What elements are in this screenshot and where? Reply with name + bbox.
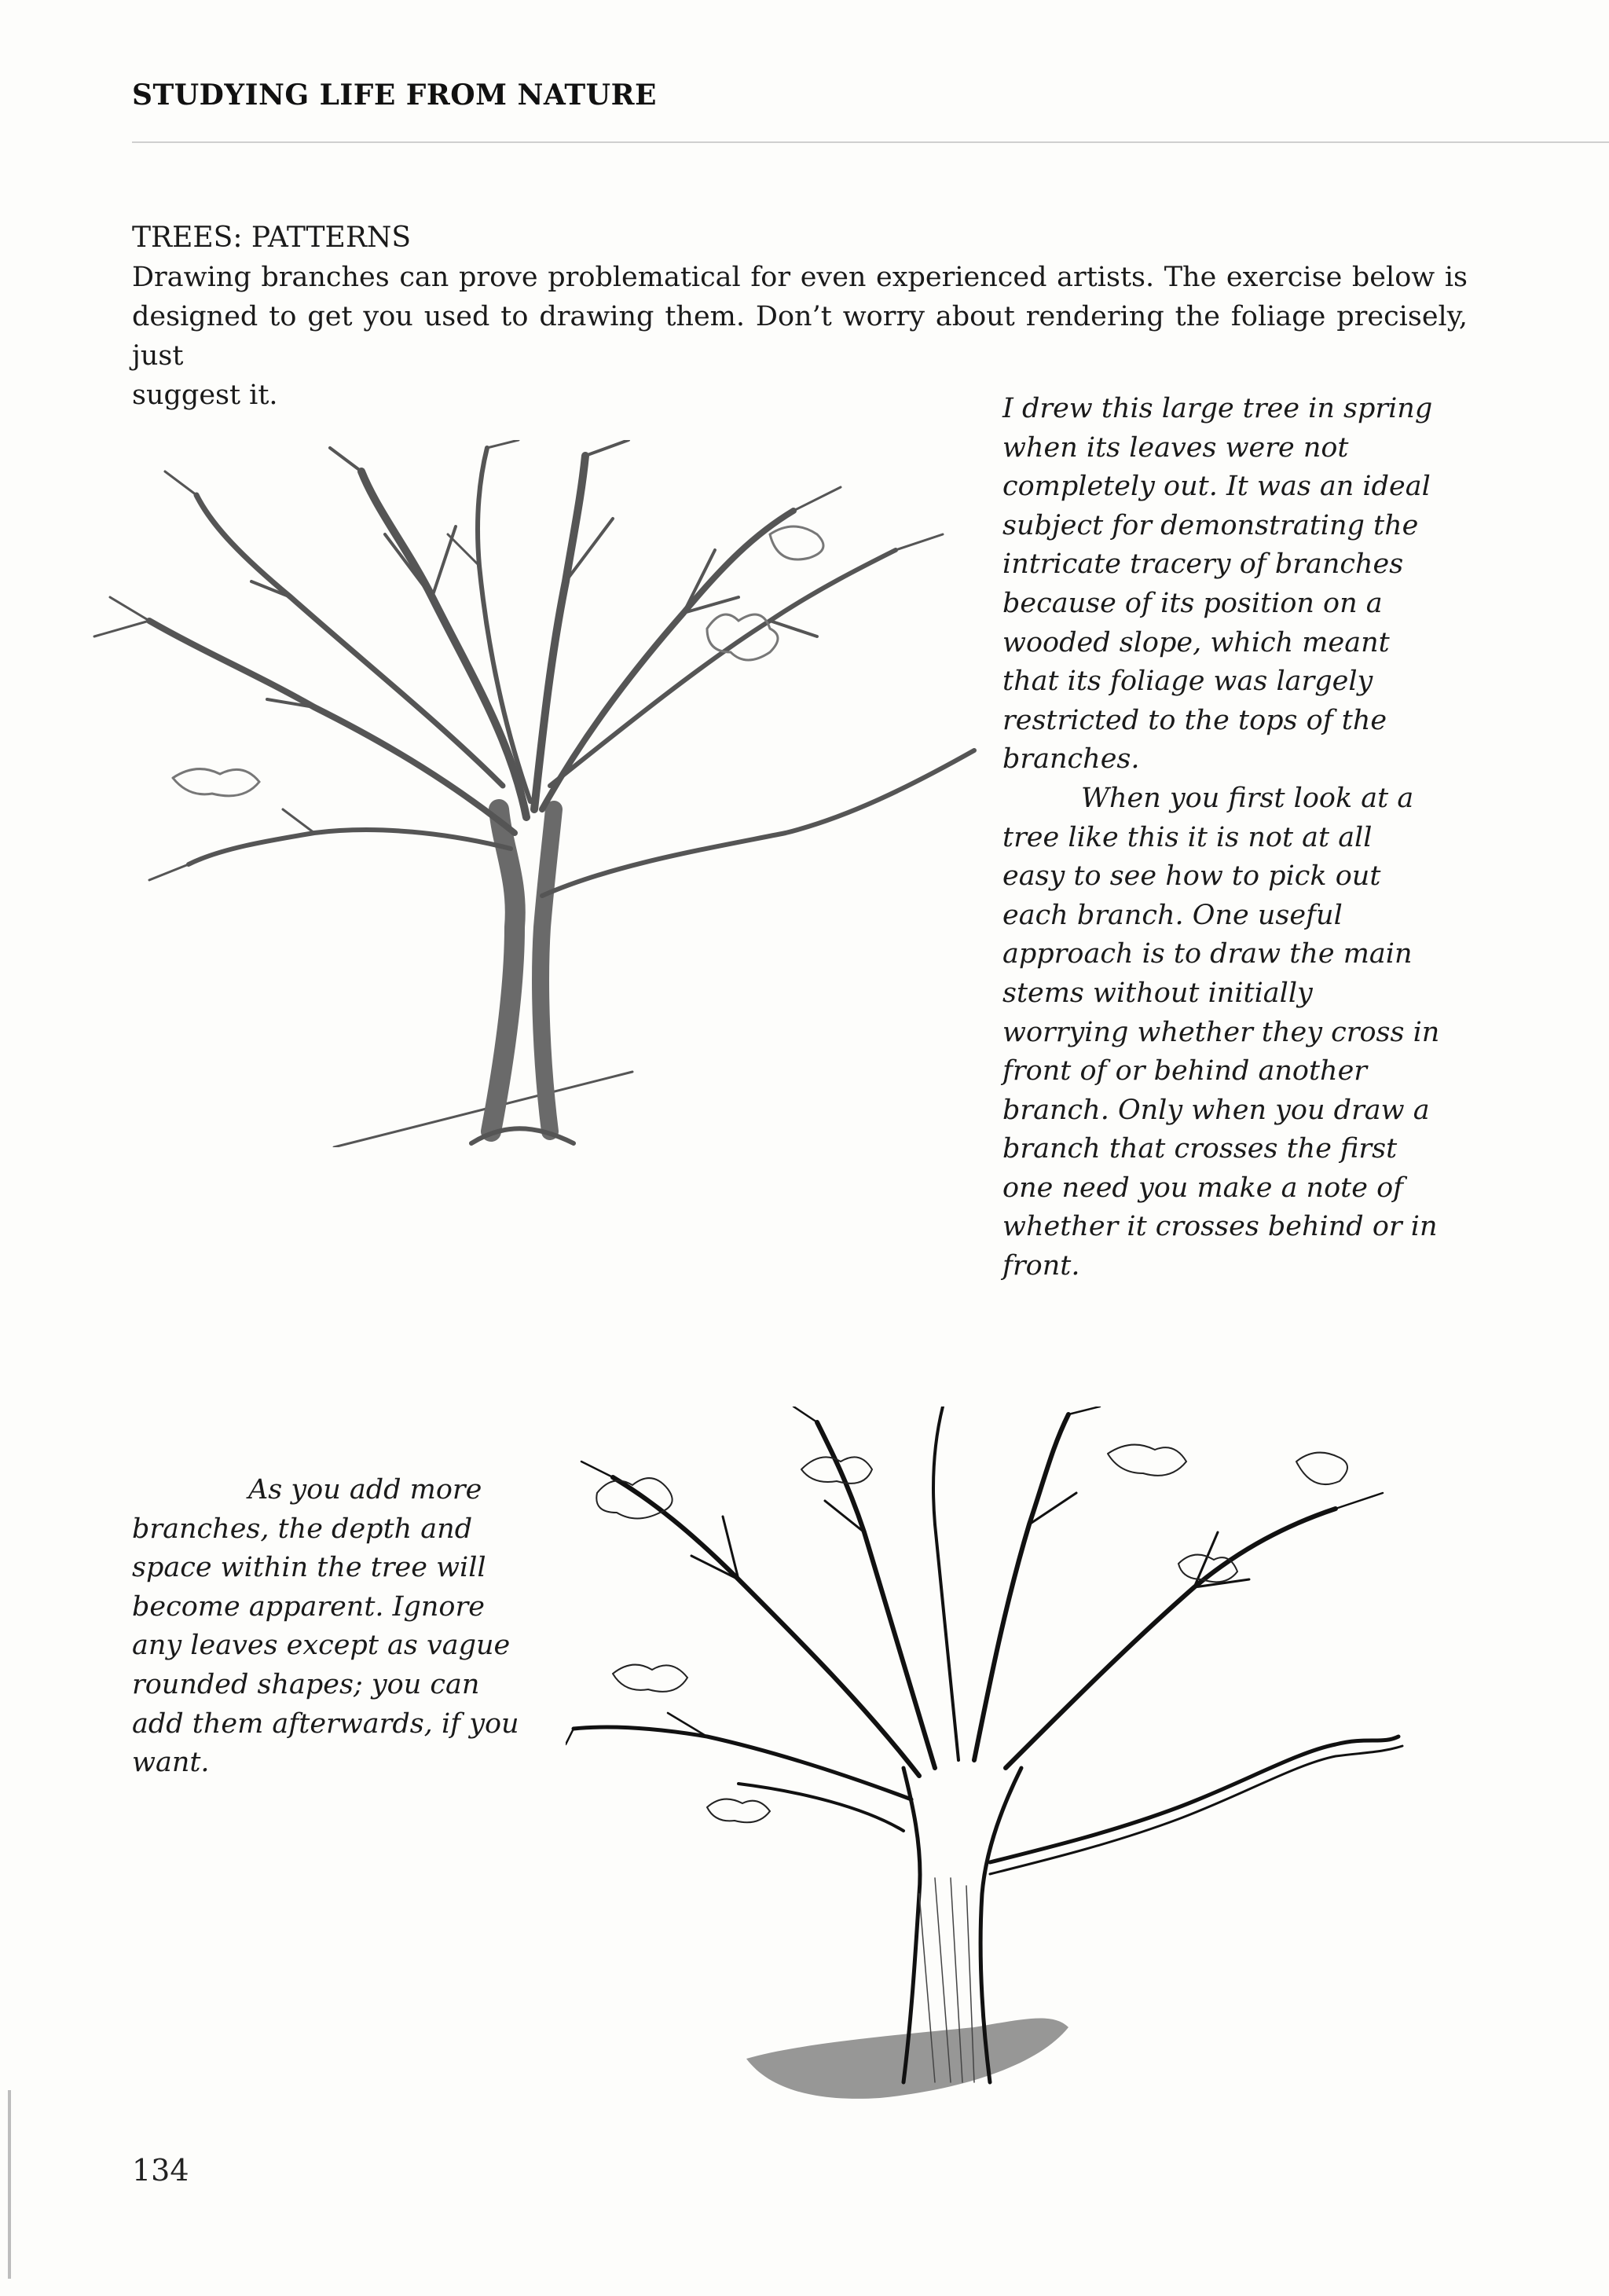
caption-top-right [1002,390,1442,1286]
pen-ink-tree-drawing-icon [566,1407,1508,2129]
pencil-tree-sketch-icon [63,440,982,1147]
caption-paragraph: When you first look at a tree like this it is not at all easy to see how to pick out each branch. One useful approach is to draw the main stems without initially worrying whether they cross in front of or behind another branch. Only when you draw a branch that crosses the first one need you make a note of whether it crosses behind or in front. [1002,782,1440,1282]
caption-bottom-left [132,1471,525,1783]
running-head: STUDYING LIFE FROM NATURE [132,79,657,112]
intro-line: suggest it. [132,380,278,411]
caption-paragraph: As you add more branches, the depth and space within the tree will become apparent. Ignore any leaves except as vague rounded shapes; you can add them afterwards, if you want. [132,1474,519,1779]
intro-line: Drawing branches can prove problematical for even experienced artists. The exercise below is [132,262,1468,293]
margin-imprint-mark [2,2090,17,2279]
caption-paragraph: I drew this large tree in spring when its leaves were not completely out. It was an ideal subject for demonstrating the intricate tracery of branches because of its position on a wooded slope, which meant that its foliage was largely restricted to the tops of the branches. [1002,393,1433,776]
header-rule [132,141,1609,143]
page-number: 134 [132,2153,189,2188]
section-title: TREES: PATTERNS [132,222,412,254]
intro-line: designed to get you used to drawing them. Don’t worry about rendering the foliage precisely, just [132,301,1468,372]
